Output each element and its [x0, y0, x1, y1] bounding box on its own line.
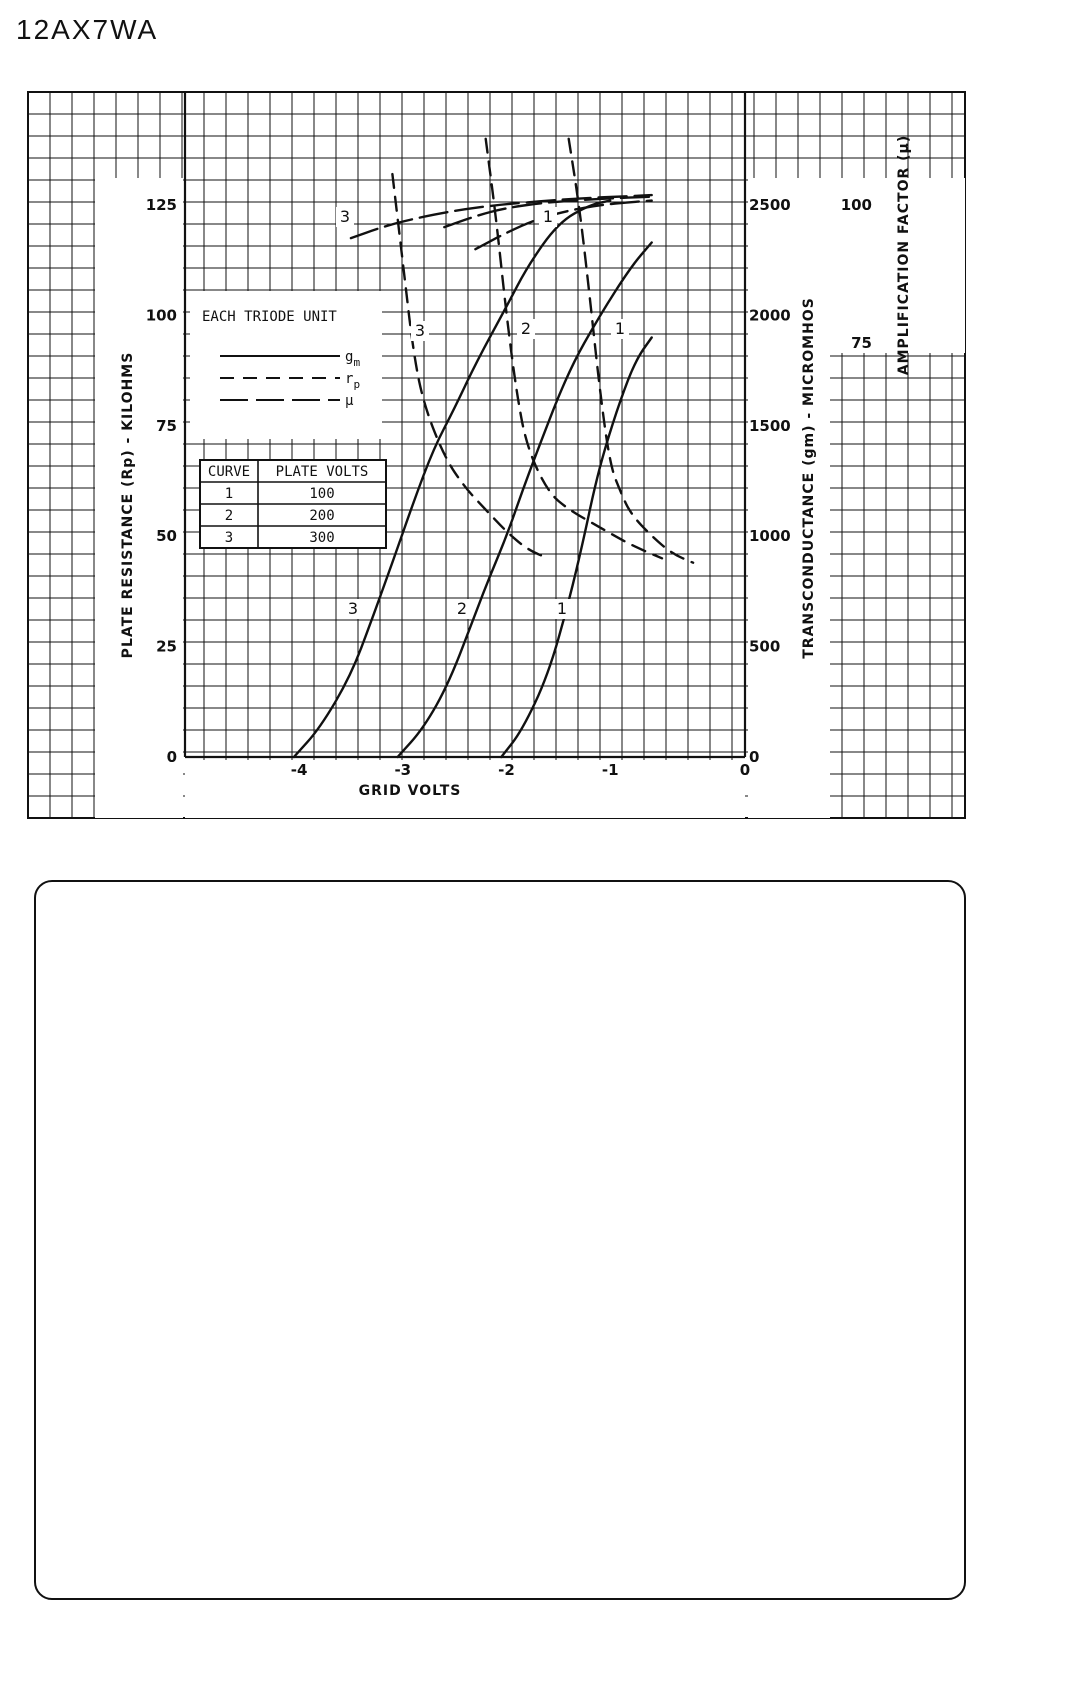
curve-label-rp: 3: [414, 321, 426, 340]
legend-label-rp: $r_p$: [345, 371, 361, 391]
legend-table-cell: 3: [224, 530, 234, 546]
left-label-panel: [95, 178, 183, 818]
y-left-tick-label: 50: [156, 527, 177, 546]
x-tick-label: -2: [498, 761, 515, 779]
curve-label-rp: 2: [520, 319, 532, 338]
legend-label-mu: µ: [345, 393, 354, 409]
legend-table-header: CURVE: [207, 464, 251, 480]
y-right-tick-label: 2500: [749, 196, 791, 214]
y-left-axis-title: PLATE RESISTANCE (Rp) - KILOHMS: [120, 351, 136, 659]
y-right-tick-label: 1500: [749, 416, 791, 435]
page-title: 12AX7WA: [16, 14, 159, 45]
legend-table-header: PLATE VOLTS: [275, 464, 369, 480]
legend-table-cell: 100: [309, 486, 335, 502]
y-far-right-axis-title: AMPLIFICATION FACTOR (µ): [896, 134, 912, 376]
x-tick-label: -4: [290, 761, 308, 779]
x-tick-label-zero: 0: [739, 761, 751, 779]
y-far-right-tick-label: 100: [840, 196, 872, 214]
y-left-tick-label: 100: [145, 306, 177, 325]
y-right-tick-label: 1000: [749, 527, 791, 546]
y-right-tick-label: 2000: [749, 306, 791, 325]
legend-label-subscript: p: [353, 378, 361, 391]
x-tick-label: -3: [394, 761, 412, 779]
y-right-tick-label: 0: [749, 748, 760, 766]
x-tick-label: -1: [601, 761, 619, 779]
y-left-tick-label: 25: [156, 637, 177, 656]
legend-heading: EACH TRIODE UNIT: [202, 309, 337, 325]
notes-panel: [34, 880, 966, 1600]
right-label-panel: [748, 178, 830, 818]
legend-table: [200, 460, 386, 548]
legend-table-cell: 200: [309, 508, 335, 524]
x-axis-title: GRID VOLTS: [358, 783, 462, 799]
legend-table-cell: 300: [309, 530, 335, 546]
x-label-panel: [185, 760, 745, 818]
legend-label-subscript: m: [353, 356, 361, 369]
y-left-tick-label: 0: [166, 748, 177, 766]
y-right-tick-label: 500: [749, 637, 781, 656]
legend-table-cell: 1: [224, 486, 234, 502]
y-left-tick-label: 75: [156, 416, 177, 435]
legend-box: [190, 291, 386, 548]
curve-label-gm: 1: [556, 599, 568, 618]
y-far-right-tick-label: 75: [851, 334, 872, 352]
curve-label-gm: 2: [456, 599, 468, 618]
curve-label-mu: 3: [339, 207, 351, 226]
curve-label-mu: 1: [542, 207, 554, 226]
curve-label-gm: 3: [347, 599, 359, 618]
curve-label-rp: 1: [614, 319, 626, 338]
legend-label-gm: $g_m$: [345, 349, 361, 369]
y-left-tick-label: 125: [145, 196, 177, 214]
legend-table-cell: 2: [224, 508, 234, 524]
y-right-axis-title: TRANSCONDUCTANCE (gm) - MICROMHOS: [801, 297, 817, 659]
